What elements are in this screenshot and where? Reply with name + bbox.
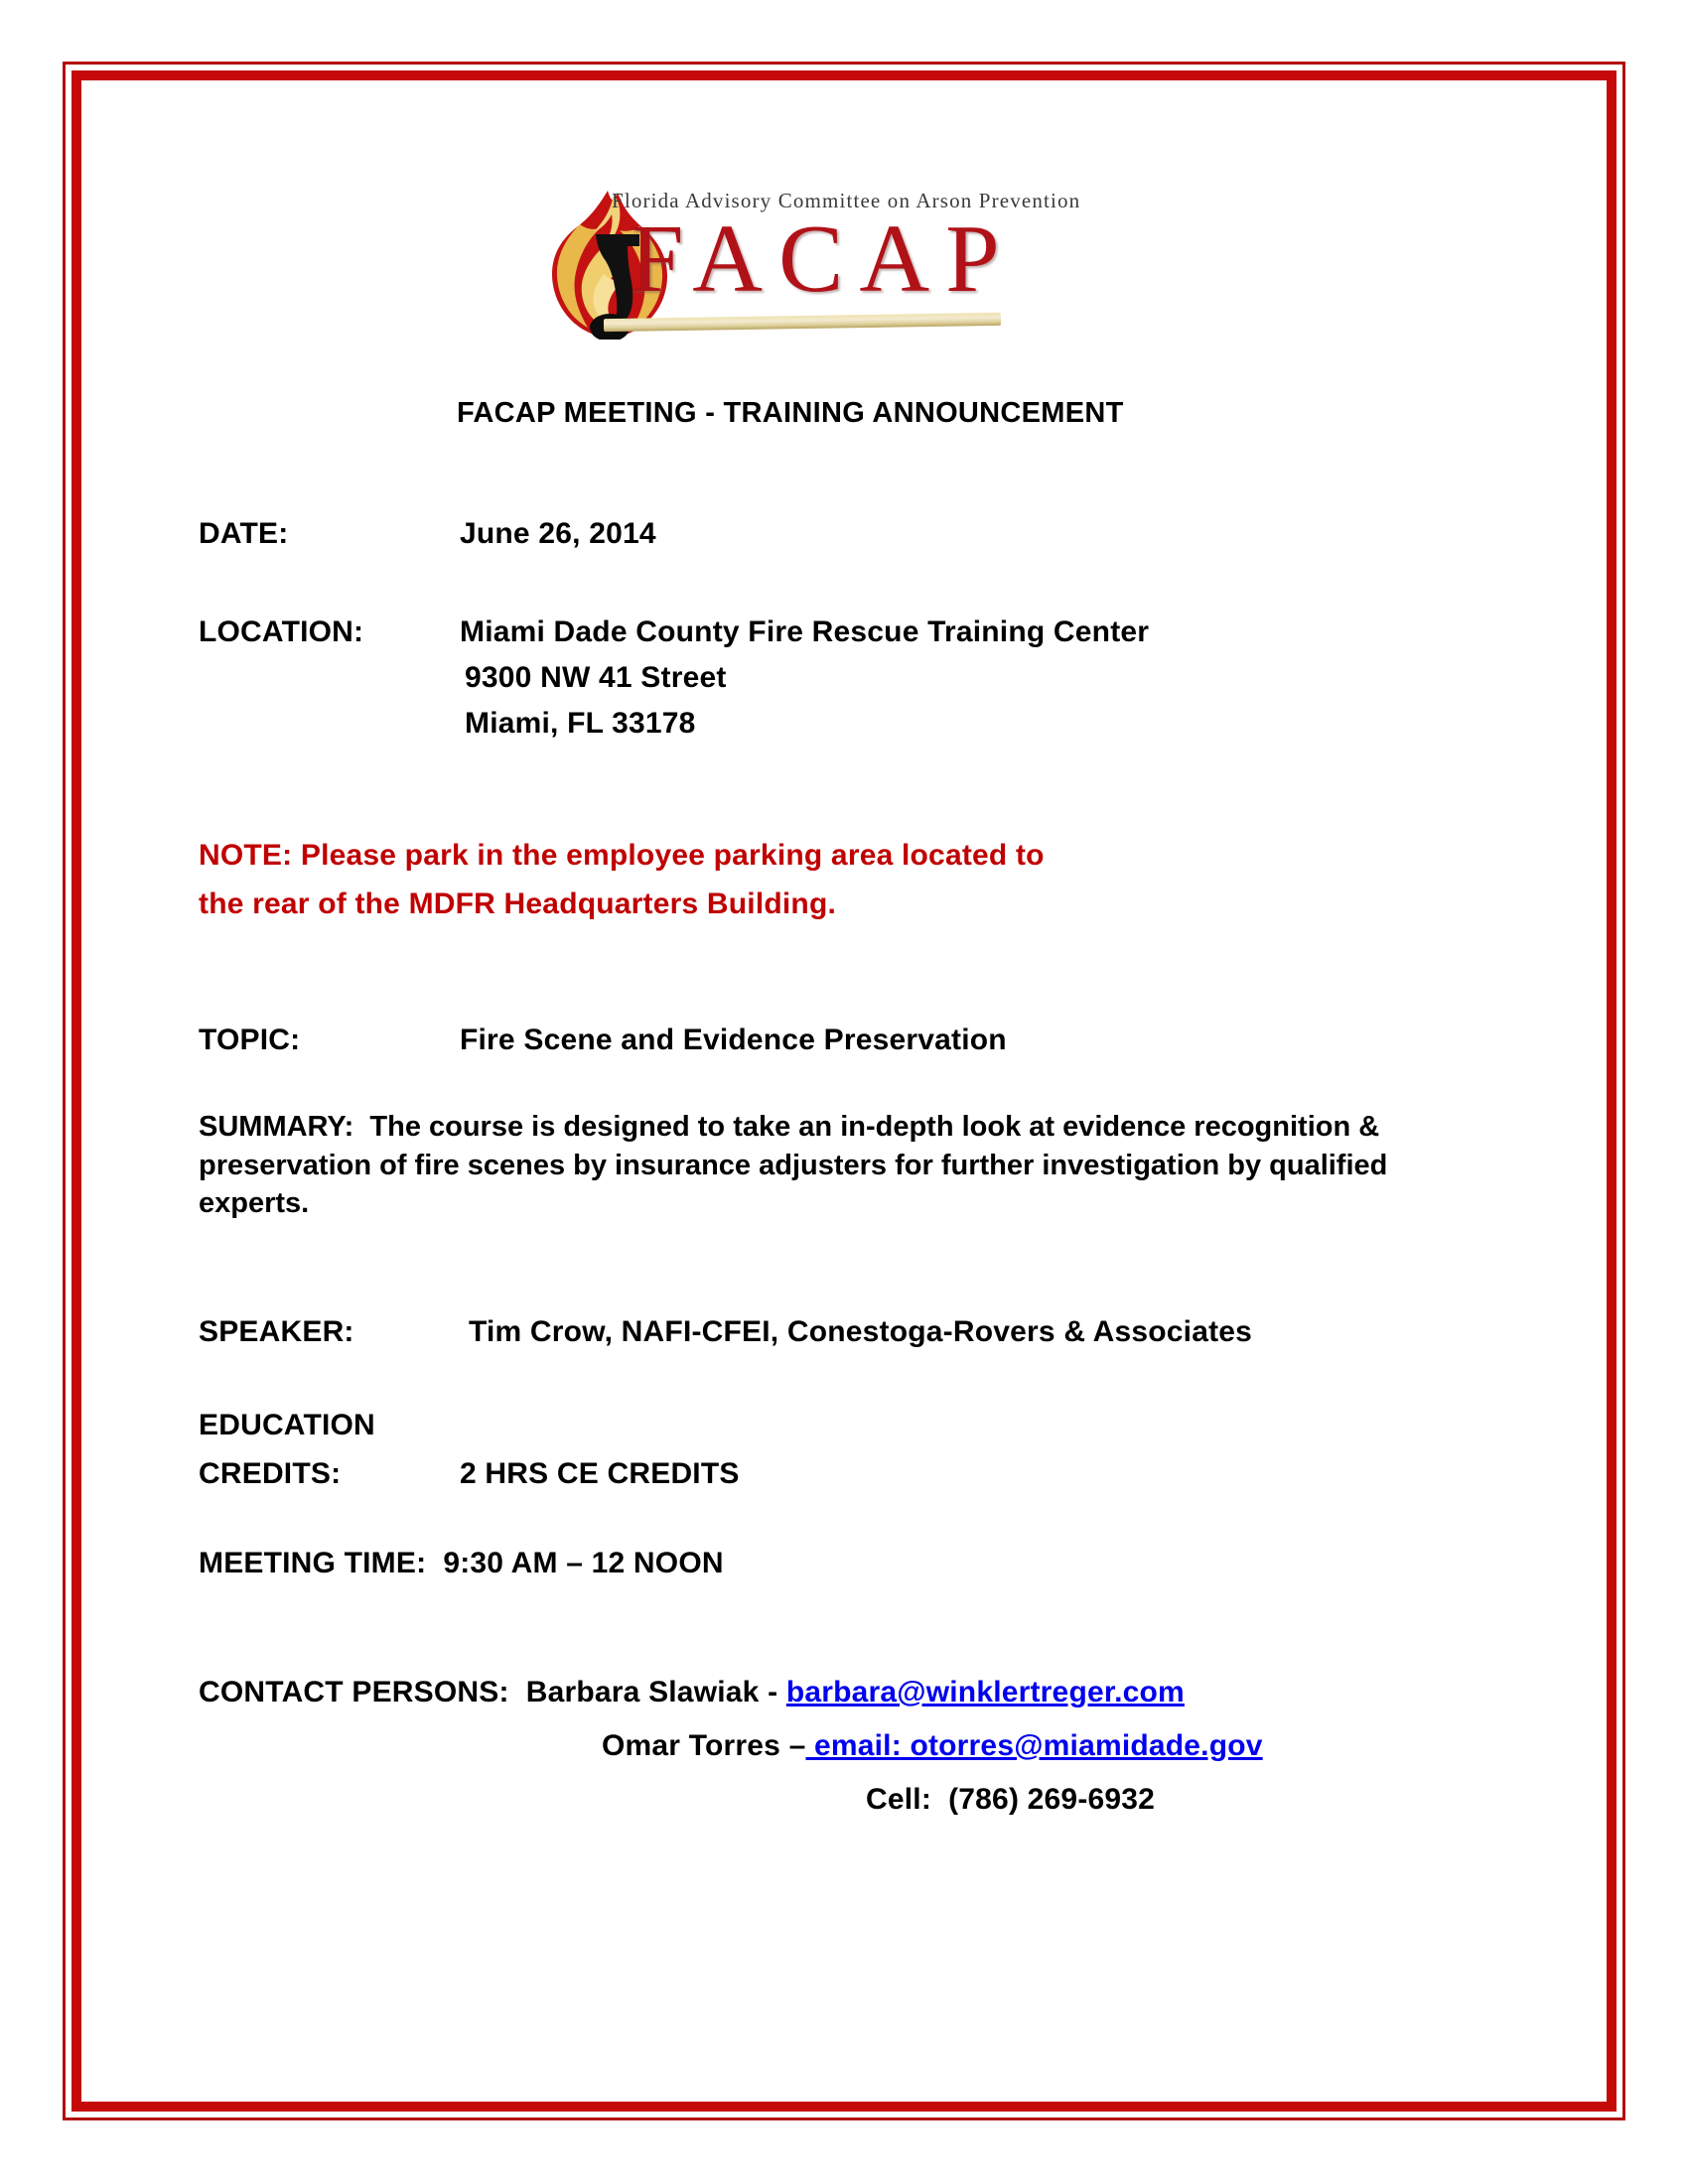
credits-label: CREDITS: bbox=[199, 1457, 342, 1490]
location-line-3: Miami, FL 33178 bbox=[465, 707, 696, 740]
topic-label: TOPIC: bbox=[199, 1024, 301, 1056]
logo-tagline: Florida Advisory Committee on Arson Prevention bbox=[612, 189, 1081, 212]
facap-logo bbox=[544, 181, 1100, 357]
contact-2-email-link[interactable]: email: otorres@miamidade.gov bbox=[805, 1729, 1263, 1762]
contact-persons-label: CONTACT PERSONS: bbox=[199, 1676, 509, 1708]
meeting-time-label: MEETING TIME: bbox=[199, 1547, 427, 1579]
location-line-1: Miami Dade County Fire Rescue Training Center bbox=[460, 615, 1150, 648]
contact-1-email-link[interactable]: barbara@winklertreger.com bbox=[785, 1676, 1185, 1708]
date-value: June 26, 2014 bbox=[460, 517, 656, 550]
credits-row bbox=[199, 1457, 740, 1491]
speaker-label: SPEAKER: bbox=[199, 1315, 354, 1348]
credits-value: 2 HRS CE CREDITS bbox=[460, 1457, 740, 1490]
note-line-1: NOTE: Please park in the employee parking area located to bbox=[199, 839, 1045, 872]
location-line-2: 9300 NW 41 Street bbox=[465, 661, 727, 694]
location-line-3-row bbox=[465, 707, 696, 741]
meeting-time-row bbox=[199, 1547, 724, 1580]
date-row bbox=[199, 517, 656, 551]
meeting-time-value: 9:30 AM – 12 NOON bbox=[443, 1547, 724, 1579]
contact-row-2 bbox=[602, 1729, 1263, 1763]
contact-2-name: Omar Torres – bbox=[602, 1729, 806, 1762]
summary-paragraph bbox=[199, 1108, 1390, 1223]
location-label: LOCATION: bbox=[199, 615, 364, 648]
location-row bbox=[199, 615, 1149, 649]
topic-row bbox=[199, 1024, 1007, 1057]
contact-2-cell-value: (786) 269-6932 bbox=[948, 1783, 1156, 1816]
contact-row-1 bbox=[199, 1676, 1185, 1709]
topic-value: Fire Scene and Evidence Preservation bbox=[460, 1024, 1007, 1056]
logo-acronym: FACAP bbox=[630, 205, 1016, 313]
education-label-row: EDUCATION bbox=[199, 1409, 375, 1441]
summary-text: The course is designed to take an in-depth look at evidence recognition & preservation of fire scenes by insurance adjusters for further investigation by qualified experts. bbox=[199, 1111, 1388, 1220]
speaker-value: Tim Crow, NAFI-CFEI, Conestoga-Rovers & Associates bbox=[469, 1315, 1253, 1348]
summary-label: SUMMARY: bbox=[199, 1111, 354, 1143]
page-title: FACAP MEETING - TRAINING ANNOUNCEMENT bbox=[457, 397, 1124, 429]
location-line-2-row bbox=[465, 661, 727, 695]
contact-row-3 bbox=[866, 1783, 1155, 1817]
date-label: DATE: bbox=[199, 517, 289, 550]
contact-1-name: Barbara Slawiak - bbox=[525, 1676, 778, 1708]
speaker-row bbox=[199, 1315, 1252, 1349]
contact-2-cell-label: Cell: bbox=[866, 1783, 932, 1816]
note-line-2: the rear of the MDFR Headquarters Building. bbox=[199, 887, 836, 920]
